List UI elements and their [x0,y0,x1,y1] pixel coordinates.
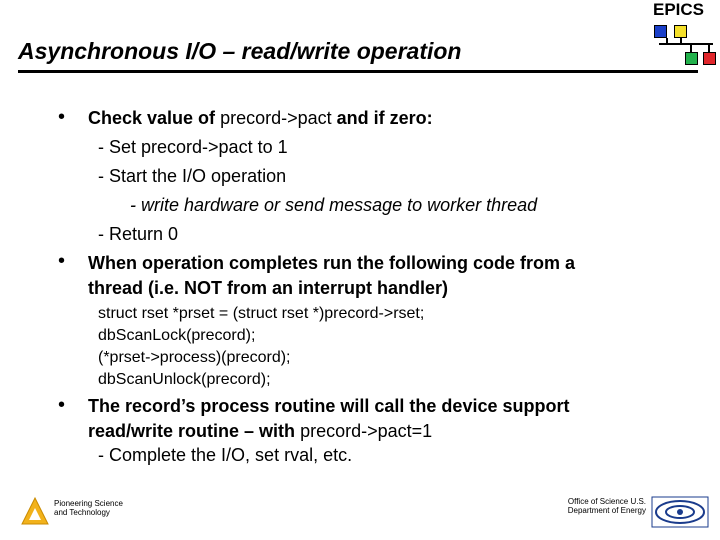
bullet-1: Check value of precord->pact and if zero: [88,108,433,128]
epics-logo [649,0,720,70]
bullet-3-sub-1: - Complete the I/O, set rval, etc. [98,445,353,465]
bullet-3-line-2: read/write routine – with precord->pact=1 [88,421,433,441]
footer-right-text: Office of Science U.S. Department of Energy [567,497,646,515]
code-line: (*prset->process)(precord); [98,349,291,366]
yellow-square-icon [674,25,687,38]
bullet-1-sub-1: - Set precord->pact to 1 [98,137,288,157]
epics-logo-text: EPICS [653,0,705,19]
red-square-icon [703,52,716,65]
blue-square-icon [654,25,667,38]
footer-left-text: Pioneering Science and Technology [54,499,123,517]
code-line: dbScanUnlock(precord); [98,371,271,388]
bullet-2-line-2: thread (i.e. NOT from an interrupt handler) [88,278,449,298]
bullet-1-sub-3: - Return 0 [98,224,179,244]
code-line: struct rset *prset = (struct rset *)precord->rset; [98,305,425,322]
bullet-1-sub-2-detail: - write hardware or send message to worker thread [130,195,538,215]
doe-office-of-science-logo-icon [650,495,710,529]
bullet-3-line-1: The record’s process routine will call the device support [88,396,570,416]
bullet-marker: • [58,250,66,272]
green-square-icon [685,52,698,65]
title-rule [18,70,698,73]
bullet-marker: • [58,394,66,416]
bullet-2-line-1: When operation completes run the following code from a [88,253,576,273]
code-line: dbScanLock(precord); [98,327,256,344]
argonne-logo-icon [20,496,50,526]
bullet-1-sub-2: - Start the I/O operation [98,166,287,186]
bullet-marker: • [58,106,66,128]
slide-title: Asynchronous I/O – read/write operation [18,38,462,64]
